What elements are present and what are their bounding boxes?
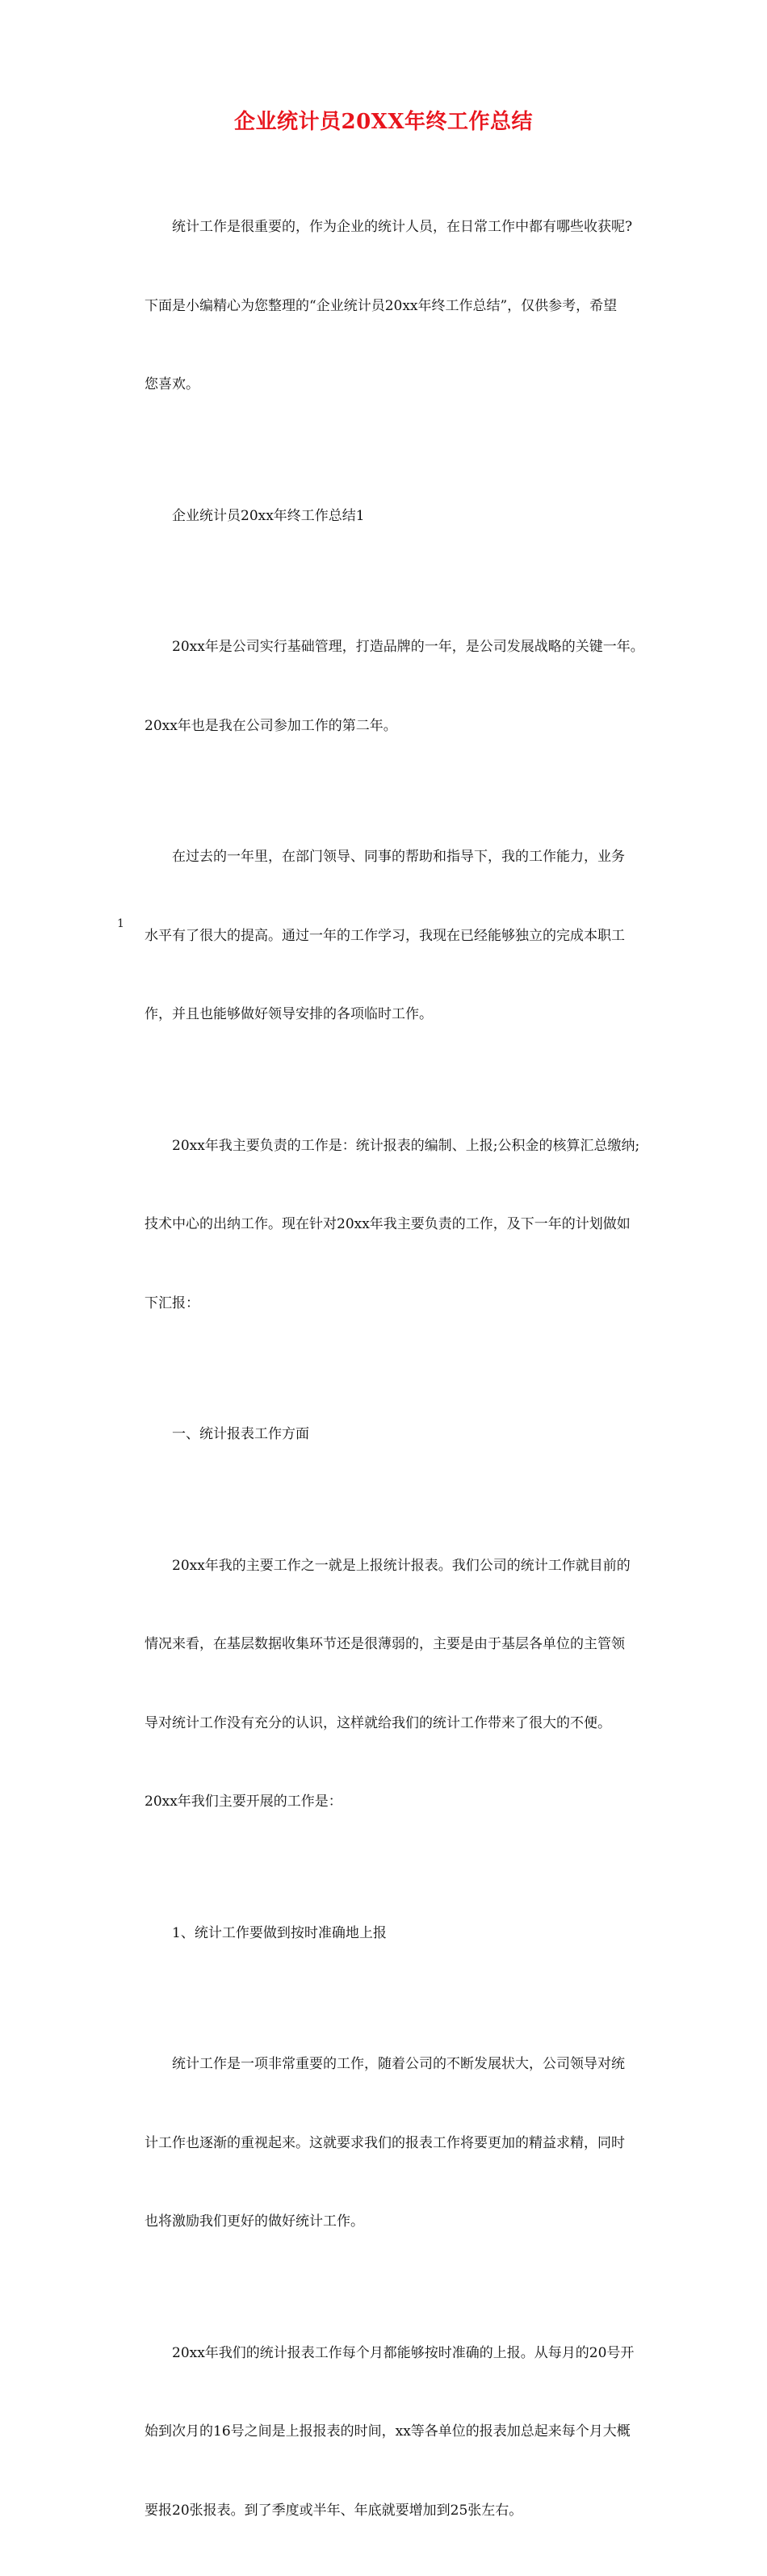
text-line: 20xx年是公司实行基础管理，打造品牌的一年，是公司发展战略的关键一年。 — [117, 634, 654, 661]
text-line: 下面是小编精心为您整理的“企业统计员20xx年终工作总结”，仅供参考，希望 — [117, 293, 654, 320]
text-line: 要报20张报表。到了季度或半年、年底就要增加到25张左右。 — [117, 2498, 654, 2524]
paragraph-responsibilities — [117, 1080, 654, 1370]
text-line: 20xx年也是我在公司参加工作的第二年。 — [117, 713, 654, 740]
text-line: 企业统计员20xx年终工作总结1 — [117, 503, 654, 530]
paragraph-intro — [117, 162, 654, 451]
text-line: 计工作也逐渐的重视起来。这就要求我们的报表工作将要更加的精益求精，同时 — [117, 2130, 654, 2157]
text-line: 水平有了很大的提高。通过一年的工作学习，我现在已经能够独立的完成本职工 — [117, 923, 654, 950]
page-number: 1 — [117, 917, 124, 931]
document-title: 企业统计员20XX年终工作总结 — [0, 106, 767, 138]
text-line: 情况来看，在基层数据收集环节还是很薄弱的，主要是由于基层各单位的主管领 — [117, 1631, 654, 1658]
paragraph-reporting-schedule — [117, 2288, 654, 2576]
paragraph-year-overview — [117, 581, 654, 791]
text-line: 下汇报： — [117, 1290, 654, 1317]
text-line: 20xx年我的主要工作之一就是上报统计报表。我们公司的统计工作就目前的 — [117, 1553, 654, 1580]
text-line: 20xx年我们的统计报表工作每个月都能够按时准确的上报。从每月的20号开 — [117, 2340, 654, 2367]
text-line: 20xx年我主要负责的工作是：统计报表的编制、上报;公积金的核算汇总缴纳; — [117, 1133, 654, 1160]
paragraph-progress — [117, 791, 654, 1080]
section-heading — [117, 1369, 654, 1500]
text-line: 技术中心的出纳工作。现在针对20xx年我主要负责的工作，及下一年的计划做如 — [117, 1211, 654, 1238]
text-line: 导对统计工作没有充分的认识，这样就给我们的统计工作带来了很大的不便。 — [117, 1710, 654, 1737]
text-line: 在过去的一年里，在部门领导、同事的帮助和指导下，我的工作能力，业务 — [117, 844, 654, 871]
document-page — [0, 0, 767, 993]
text-line: 统计工作是一项非常重要的工作，随着公司的不断发展状大，公司领导对统 — [117, 2051, 654, 2078]
text-line: 始到次月的16号之间是上报报表的时间，xx等各单位的报表加总起来每个月大概 — [117, 2419, 654, 2445]
paragraph-subtitle — [117, 451, 654, 582]
subsection-heading — [117, 1868, 654, 1999]
document-body — [117, 162, 654, 2576]
text-line: 20xx年我们主要开展的工作是： — [117, 1789, 654, 1815]
text-line: 1、统计工作要做到按时准确地上报 — [117, 1920, 654, 1947]
text-line: 您喜欢。 — [117, 371, 654, 398]
text-line: 统计工作是很重要的，作为企业的统计人员，在日常工作中都有哪些收获呢? — [117, 214, 654, 241]
text-line: 也将激励我们更好的做好统计工作。 — [117, 2209, 654, 2235]
text-line: 一、统计报表工作方面 — [117, 1421, 654, 1448]
text-line: 作，并且也能够做好领导安排的各项临时工作。 — [117, 1001, 654, 1028]
paragraph-statistics-work — [117, 1500, 654, 1868]
paragraph-importance — [117, 1999, 654, 2288]
